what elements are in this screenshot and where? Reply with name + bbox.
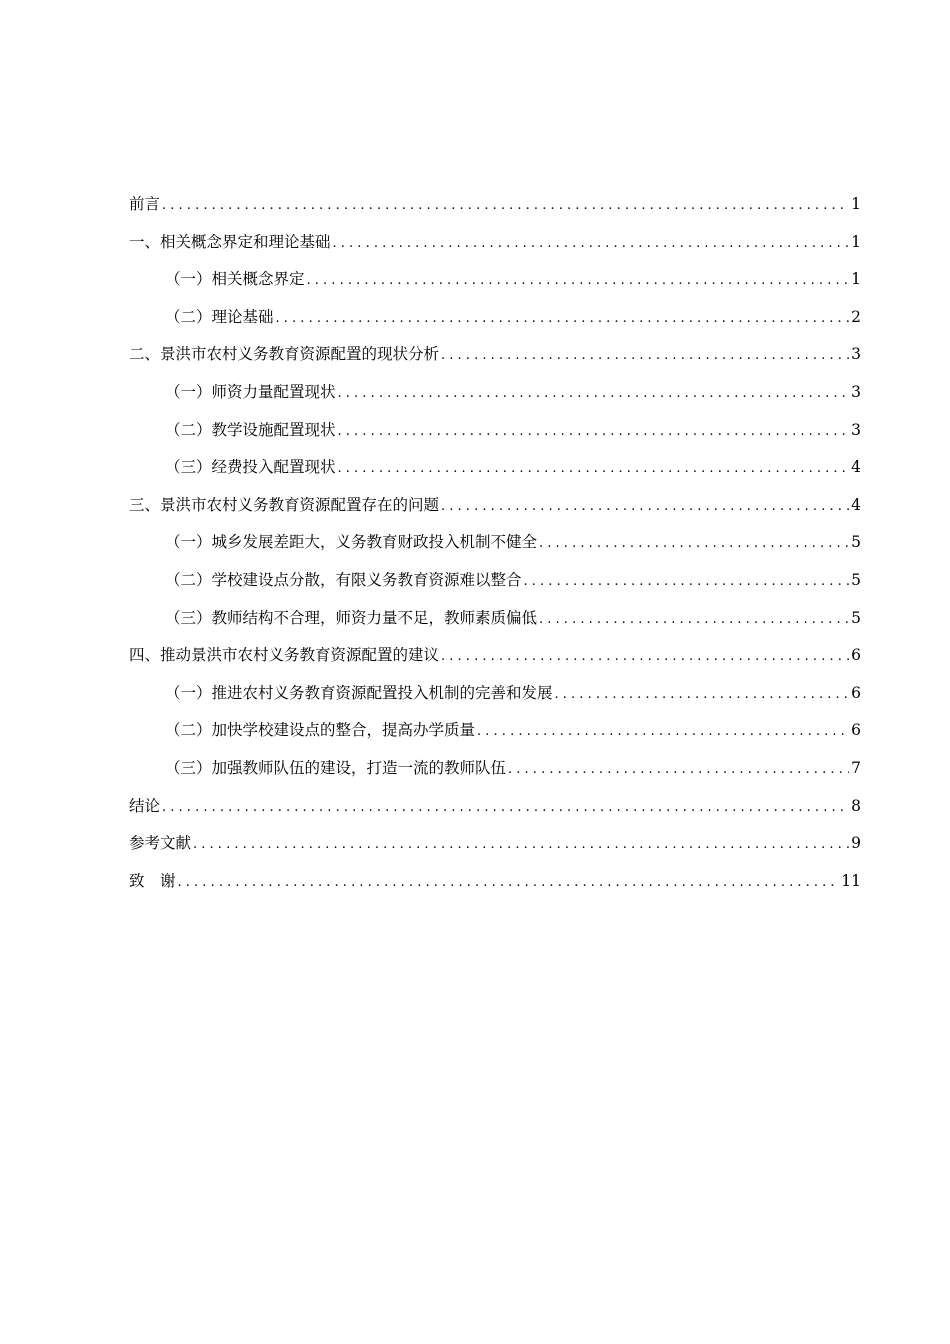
toc-dot-leader	[333, 234, 850, 254]
toc-dot-leader	[441, 346, 849, 366]
toc-entry-label: 三、景洪市农村义务教育资源配置存在的问题	[129, 495, 440, 514]
toc-page-number: 6	[851, 683, 861, 702]
toc-entry-label: 二、景洪市农村义务教育资源配置的现状分析	[129, 345, 440, 364]
toc-entry-section-2-1[interactable]	[129, 382, 861, 420]
toc-page-number: 4	[851, 495, 861, 514]
toc-entry-label: 一、相关概念界定和理论基础	[129, 232, 331, 251]
toc-dot-leader	[307, 271, 850, 291]
toc-page-number: 5	[851, 533, 861, 552]
toc-entry-references[interactable]	[129, 833, 861, 871]
toc-dot-leader	[338, 422, 850, 442]
toc-entry-label: （一）推进农村义务教育资源配置投入机制的完善和发展	[165, 683, 553, 702]
toc-dot-leader	[539, 534, 849, 554]
toc-entry-label: （三）经费投入配置现状	[165, 458, 336, 477]
toc-dot-leader	[338, 459, 850, 479]
toc-page-number: 3	[851, 382, 861, 401]
toc-dot-leader	[524, 572, 850, 592]
table-of-contents	[129, 194, 861, 908]
toc-entry-label: （三）教师结构不合理，师资力量不足，教师素质偏低	[165, 608, 538, 627]
toc-dot-leader	[508, 760, 849, 780]
toc-entry-section-3-3[interactable]	[129, 608, 861, 646]
toc-dot-leader	[162, 196, 849, 216]
toc-entry-chapter-3[interactable]	[129, 495, 861, 533]
toc-dot-leader	[178, 873, 840, 893]
toc-entry-label: 前言	[129, 195, 161, 213]
toc-page-number: 8	[851, 796, 861, 815]
toc-dot-leader	[477, 722, 849, 742]
toc-entry-label: （一）相关概念界定	[165, 270, 305, 289]
toc-dot-leader	[555, 685, 850, 705]
toc-page-number: 1	[851, 195, 861, 213]
toc-entry-label: 四、推动景洪市农村义务教育资源配置的建议	[129, 646, 440, 665]
toc-entry-label: （二）学校建设点分散，有限义务教育资源难以整合	[165, 570, 522, 589]
toc-dot-leader	[193, 835, 849, 855]
toc-dot-leader	[441, 647, 849, 667]
toc-dot-leader	[276, 309, 850, 329]
toc-entry-section-2-3[interactable]	[129, 457, 861, 495]
toc-dot-leader	[441, 497, 849, 517]
toc-page-number: 1	[851, 270, 861, 289]
toc-dot-leader	[338, 384, 850, 404]
toc-entry-section-3-1[interactable]	[129, 532, 861, 570]
toc-entry-chapter-4[interactable]	[129, 645, 861, 683]
toc-page-number: 5	[851, 608, 861, 627]
toc-page-number: 11	[841, 871, 861, 890]
toc-entry-label: 参考文献	[129, 834, 192, 853]
toc-dot-leader	[162, 798, 849, 818]
toc-entry-section-1-1[interactable]	[129, 269, 861, 307]
toc-entry-label: 致 谢	[129, 871, 176, 890]
toc-entry-label: （二）理论基础	[165, 307, 274, 326]
toc-entry-section-4-1[interactable]	[129, 683, 861, 721]
toc-page-number: 6	[851, 721, 861, 740]
toc-entry-acknowledgements[interactable]	[129, 871, 861, 909]
toc-entry-chapter-2[interactable]	[129, 344, 861, 382]
toc-entry-section-4-2[interactable]	[129, 720, 861, 758]
toc-entry-label: （三）加强教师队伍的建设，打造一流的教师队伍	[165, 758, 507, 777]
toc-page-number: 6	[851, 646, 861, 665]
toc-entry-label: （一）师资力量配置现状	[165, 382, 336, 401]
toc-page-number: 5	[851, 570, 861, 589]
toc-entry-label: （二）教学设施配置现状	[165, 420, 336, 439]
toc-page-number: 7	[851, 758, 861, 777]
toc-page-number: 3	[851, 420, 861, 439]
toc-page-number: 1	[851, 232, 861, 251]
toc-dot-leader	[539, 610, 849, 630]
toc-entry-label: （一）城乡发展差距大，义务教育财政投入机制不健全	[165, 533, 538, 552]
toc-entry-preface[interactable]	[129, 194, 861, 232]
toc-entry-section-2-2[interactable]	[129, 420, 861, 458]
toc-entry-label: （二）加快学校建设点的整合，提高办学质量	[165, 721, 476, 740]
toc-entry-section-3-2[interactable]	[129, 570, 861, 608]
toc-page-number: 9	[851, 834, 861, 853]
toc-entry-section-1-2[interactable]	[129, 307, 861, 345]
toc-entry-chapter-1[interactable]	[129, 232, 861, 270]
toc-entry-label: 结论	[129, 796, 161, 815]
toc-page-number: 2	[851, 307, 861, 326]
toc-entry-section-4-3[interactable]	[129, 758, 861, 796]
toc-page-number: 3	[851, 345, 861, 364]
toc-entry-conclusion[interactable]	[129, 796, 861, 834]
toc-page-number: 4	[851, 458, 861, 477]
